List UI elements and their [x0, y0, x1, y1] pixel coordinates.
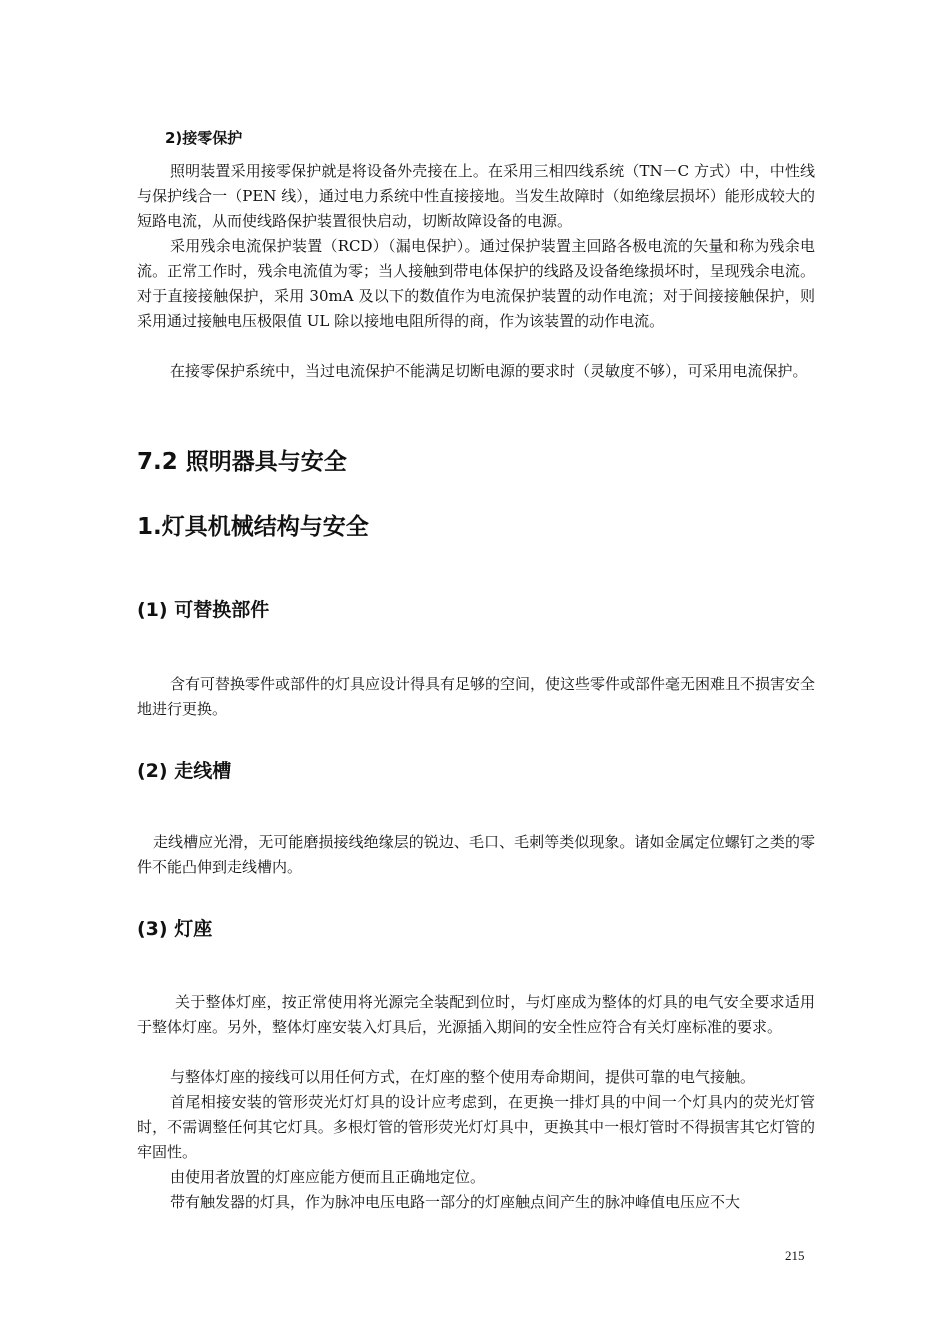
paragraph-lampholder-2: 与整体灯座的接线可以用任何方式，在灯座的整个使用寿命期间，提供可靠的电气接触。 — [170, 1068, 756, 1086]
paragraph-replaceable-parts: 含有可替换零件或部件的灯具应设计得具有足够的空间，使这些零件或部件毫无困难且不损害安全地进行更换。 — [137, 675, 816, 718]
heading-section-7-2: 7.2 照明器具与安全 — [137, 449, 347, 475]
paragraph-zero-protection-2: 采用残余电流保护装置（RCD）（漏电保护）。通过保护装置主回路各极电流的矢量和称为残余电流。正常工作时，残余电流值为零；当人接触到带电体保护的线路及设备绝缘损坏时，呈现残余电流。对于直接接触保护，采用 30mA 及以下的数值作为电流保护装置的动作电流；对于间接接触保护，则采用通过接触电压极限值 UL 除以接地电阻所得的商，作为该装置的动作电流。 — [137, 237, 815, 330]
paragraph-lampholder-4: 由使用者放置的灯座应能方便而且正确地定位。 — [170, 1168, 486, 1186]
paragraph-lampholder-1: 关于整体灯座，按正常使用将光源完全装配到位时，与灯座成为整体的灯具的电气安全要求适用于整体灯座。另外，整体灯座安装入灯具后，光源插入期间的安全性应符合有关灯座标准的要求。 — [137, 993, 815, 1036]
heading-lamp-mechanical-structure: 1.灯具机械结构与安全 — [137, 514, 369, 540]
paragraph-zero-protection-3: 在接零保护系统中，当过电流保护不能满足切断电源的要求时（灵敏度不够），可采用电流保护。 — [170, 362, 808, 380]
paragraph-zero-protection-1: 照明装置采用接零保护就是将设备外壳接在上。在采用三相四线系统（TN－C 方式）中，中性线与保护线合一（PEN 线），通过电力系统中性直接接地。当发生故障时（如绝缘层损坏）能形成较大的短路电流，从而使线路保护装置很快启动，切断故障设备的电源。 — [137, 162, 815, 230]
heading-lampholder: (3) 灯座 — [137, 918, 213, 940]
paragraph-lampholder-3: 首尾相接安装的管形荧光灯灯具的设计应考虑到，在更换一排灯具的中间一个灯具内的荧光灯管时，不需调整任何其它灯具。多根灯管的管形荧光灯灯具中，更换其中一根灯管时不得损害其它灯管的牢固性。 — [137, 1093, 815, 1161]
heading-wiring-trough: (2) 走线槽 — [137, 760, 232, 782]
paragraph-wiring-trough: 走线槽应光滑，无可能磨损接线绝缘层的锐边、毛口、毛刺等类似现象。诸如金属定位螺钉之类的零件不能凸伸到走线槽内。 — [137, 833, 815, 876]
paragraph-lampholder-5: 带有触发器的灯具，作为脉冲电压电路一部分的灯座触点间产生的脉冲峰值电压应不大 — [170, 1193, 741, 1211]
page-number: 215 — [785, 1248, 805, 1263]
heading-zero-protection: 2)接零保护 — [165, 129, 243, 147]
heading-replaceable-parts: (1) 可替换部件 — [137, 599, 270, 621]
